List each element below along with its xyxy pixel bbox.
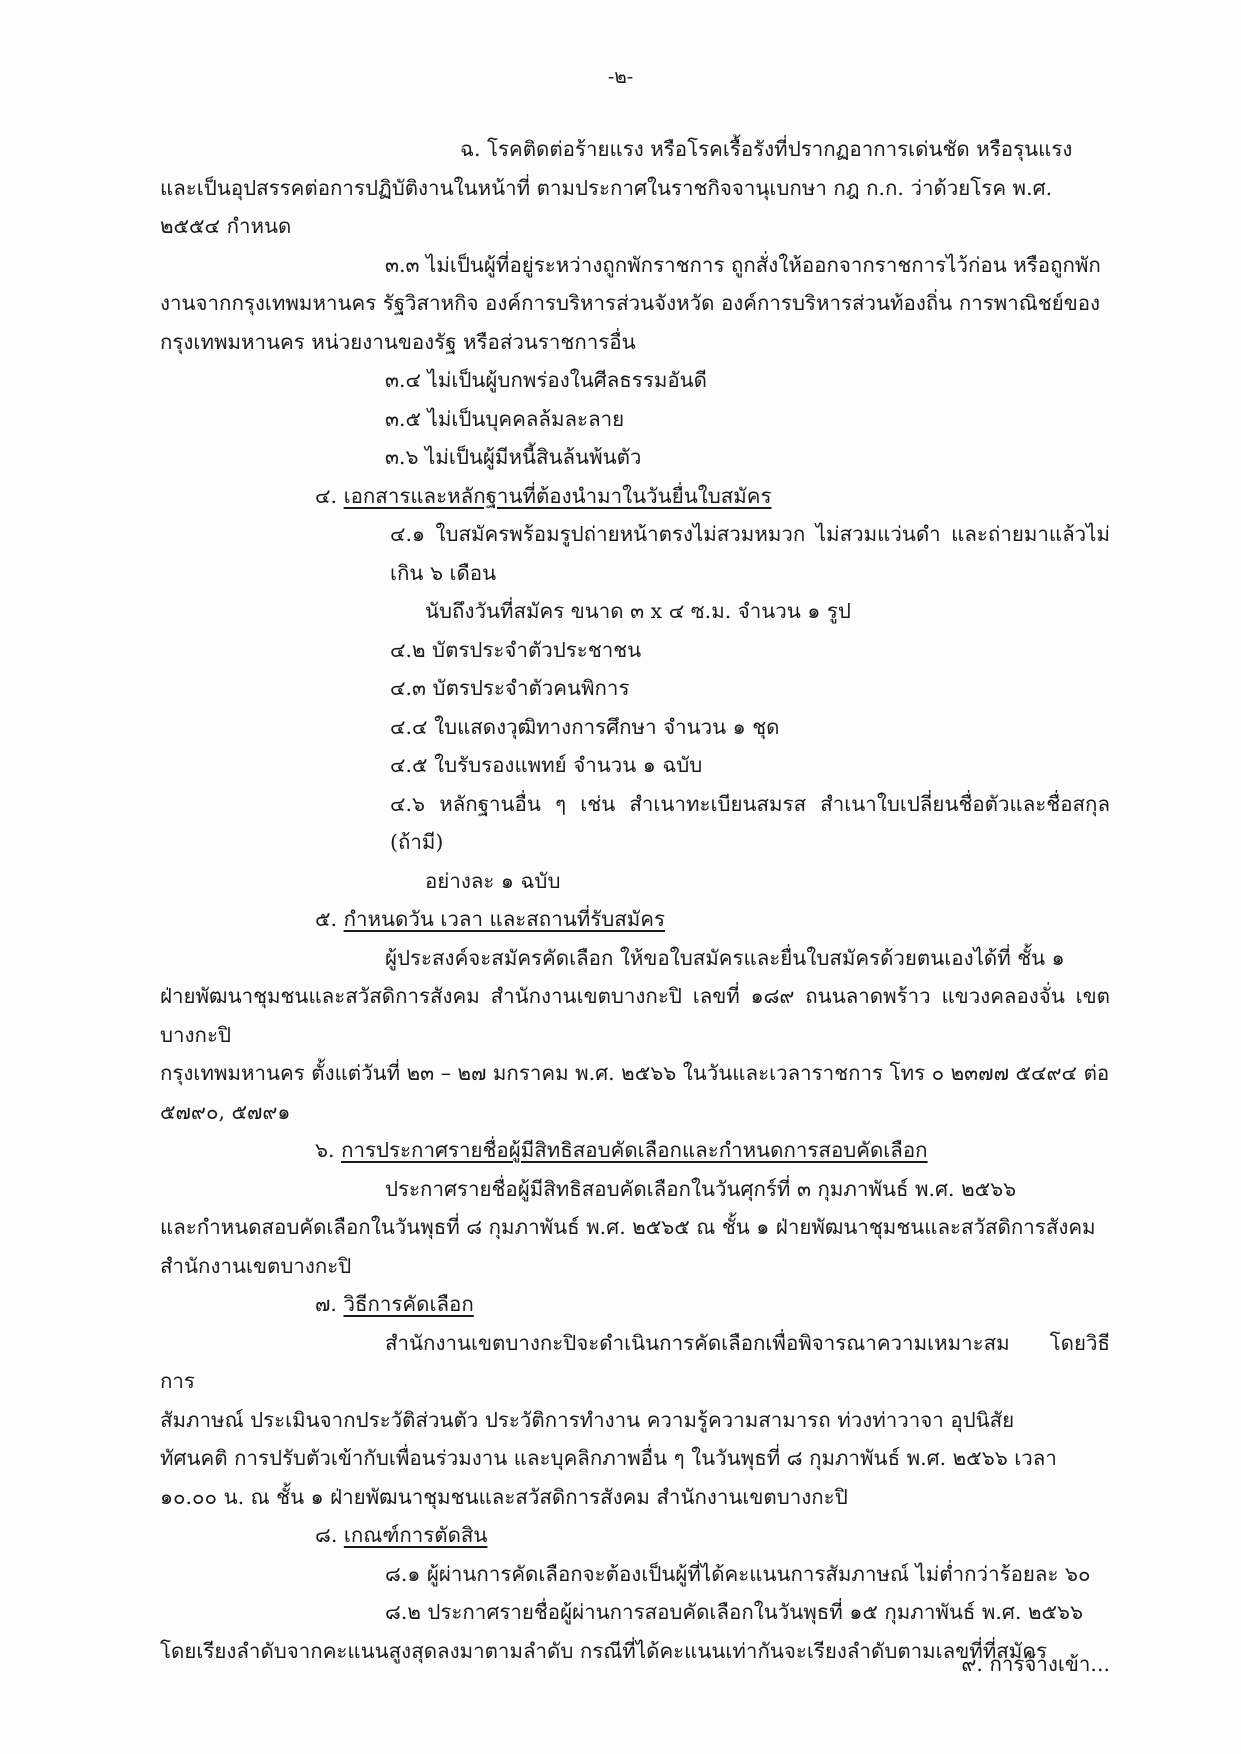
- section-4-number: ๔.: [315, 483, 338, 508]
- section-5-title: กำหนดวัน เวลา และสถานที่รับสมัคร: [343, 907, 666, 931]
- section-5-heading: [160, 900, 1110, 939]
- section-7-number: ๗.: [315, 1292, 337, 1316]
- item-4-6-line2: อย่างละ ๑ ฉบับ: [425, 868, 561, 893]
- section-5-line4: ๕๗๙๐, ๕๗๙๑: [160, 1099, 291, 1124]
- item-8-2-line2: โดยเรียงลำดับจากคะแนนสูงสุดลงมาตามลำดับ กรณีที่ได้คะแนนเท่ากันจะเรียงลำดับตามเลขที่ที่สมัคร: [160, 1638, 1048, 1663]
- item-3-6: ๓.๖ ไม่เป็นผู้มีหนี้สินล้นพ้นตัว: [385, 445, 642, 469]
- section-6-number: ๖.: [315, 1138, 335, 1162]
- section-7-line3: ทัศนคติ การปรับตัวเข้ากับเพื่อนร่วมงาน และบุคลิกภาพอื่น ๆ ในวันพุธที่ ๘ กุมภาพันธ์ พ.ศ. ๒๕๖๖ เวลา: [160, 1446, 1057, 1470]
- item-3-2-f-line3: ๒๕๕๔ กำหนด: [160, 214, 292, 238]
- section-8-number: ๘.: [315, 1523, 338, 1547]
- section-8-title: เกณฑ์การตัดสิน: [343, 1523, 488, 1547]
- item-4-5: ๔.๕ ใบรับรองแพทย์ จำนวน ๑ ฉบับ: [390, 753, 703, 777]
- section-7-line4: ๑๐.๐๐ น. ณ ชั้น ๑ ฝ่ายพัฒนาชุมชนและสวัสดิการสังคม สำนักงานเขตบางกะปิ: [160, 1484, 848, 1509]
- item-3-3-line3: กรุงเทพมหานคร หน่วยงานของรัฐ หรือส่วนราชการอื่น: [160, 329, 636, 354]
- item-8-1: ๘.๑ ผู้ผ่านการคัดเลือกจะต้องเป็นผู้ที่ได้คะแนนการสัมภาษณ์ ไม่ต่ำกว่าร้อยละ ๖๐: [385, 1561, 1091, 1586]
- item-3-5: ๓.๕ ไม่เป็นบุคคลล้มละลาย: [385, 406, 625, 431]
- section-7-line1: สำนักงานเขตบางกะปิจะดำเนินการคัดเลือกเพื่อพิจารณาความเหมาะสม โดยวิธีการ: [160, 1330, 1110, 1393]
- section-6-line1: ประกาศรายชื่อผู้มีสิทธิสอบคัดเลือกในวันศุกร์ที่ ๓ กุมภาพันธ์ พ.ศ. ๒๕๖๖: [385, 1176, 1017, 1201]
- section-6-title: การประกาศรายชื่อผู้มีสิทธิสอบคัดเลือกและกำหนดการสอบคัดเลือก: [341, 1138, 928, 1162]
- item-4-3: ๔.๓ บัตรประจำตัวคนพิการ: [390, 676, 630, 700]
- section-5-line2: ฝ่ายพัฒนาชุมชนและสวัสดิการสังคม สำนักงานเขตบางกะปิ เลขที่ ๑๘๙ ถนนลาดพร้าว แขวงคลองจั่น เขตบางกะปิ: [160, 984, 1110, 1047]
- item-3-3-line2: งานจากกรุงเทพมหานคร รัฐวิสาหกิจ องค์การบริหารส่วนจังหวัด องค์การบริหารส่วนท้องถิ่น การพาณิชย์ของ: [160, 291, 1101, 315]
- page-number: -๒-: [607, 66, 634, 88]
- section-5-number: ๕.: [315, 907, 338, 931]
- item-4-1-line2: นับถึงวันที่สมัคร ขนาด ๓ x ๔ ซ.ม. จำนวน ๑ รูป: [425, 599, 851, 623]
- section-6-line3: สำนักงานเขตบางกะปิ: [160, 1253, 352, 1278]
- document-body: [160, 130, 1110, 1670]
- item-3-2-f-line1: ฉ. โรคติดต่อร้ายแรง หรือโรคเรื้อรังที่ปรากฏอาการเด่นชัด หรือรุนแรง: [460, 137, 1073, 161]
- section-6-heading: [160, 1131, 1110, 1170]
- section-7-heading: [160, 1285, 1110, 1324]
- section-7-title: วิธีการคัดเลือก: [343, 1292, 474, 1316]
- section-7-line2: สัมภาษณ์ ประเมินจากประวัติส่วนตัว ประวัติการทำงาน ความรู้ความสามารถ ท่วงท่าวาจา อุปนิสัย: [160, 1407, 1015, 1432]
- section-8-heading: [160, 1516, 1110, 1555]
- section-4-heading: [160, 477, 1110, 516]
- item-3-3-line1: ๓.๓ ไม่เป็นผู้ที่อยู่ระหว่างถูกพักราชการ ถูกสั่งให้ออกจากราชการไว้ก่อน หรือถูกพัก: [385, 252, 1101, 277]
- continuation-note: ๙. การจ้างเข้า...: [961, 1652, 1110, 1676]
- section-4-title: เอกสารและหลักฐานที่ต้องนำมาในวันยื่นใบสมัคร: [343, 483, 772, 508]
- item-4-2: ๔.๒ บัตรประจำตัวประชาชน: [390, 637, 642, 662]
- item-3-4: ๓.๔ ไม่เป็นผู้บกพร่องในศีลธรรมอันดี: [385, 368, 707, 392]
- item-4-4: ๔.๔ ใบแสดงวุฒิทางการศึกษา จำนวน ๑ ชุด: [390, 714, 780, 739]
- item-8-2-line1: ๘.๒ ประกาศรายชื่อผู้ผ่านการสอบคัดเลือกในวันพุธที่ ๑๕ กุมภาพันธ์ พ.ศ. ๒๕๖๖: [385, 1600, 1084, 1624]
- item-4-1-line1: ๔.๑ ใบสมัครพร้อมรูปถ่ายหน้าตรงไม่สวมหมวก ไม่สวมแว่นดำ และถ่ายมาแล้วไม่เกิน ๖ เดือน: [390, 522, 1110, 585]
- item-4-6-line1: ๔.๖ หลักฐานอื่น ๆ เช่น สำเนาทะเบียนสมรส สำเนาใบเปลี่ยนชื่อตัวและชื่อสกุล (ถ้ามี): [390, 791, 1110, 854]
- section-5-line3: กรุงเทพมหานคร ตั้งแต่วันที่ ๒๓ – ๒๗ มกราคม พ.ศ. ๒๕๖๖ ในวันและเวลาราชการ โทร ๐ ๒๓๗๗ ๕๔๙๔ ต่อ: [160, 1061, 1110, 1085]
- section-5-line1: ผู้ประสงค์จะสมัครคัดเลือก ให้ขอใบสมัครและยื่นใบสมัครด้วยตนเองได้ที่ ชั้น ๑: [385, 945, 1065, 970]
- item-3-2-f-line2: และเป็นอุปสรรคต่อการปฏิบัติงานในหน้าที่ ตามประกาศในราชกิจจานุเบกษา กฎ ก.ก. ว่าด้วยโรค พ.ศ.: [160, 175, 1053, 200]
- section-6-line2: และกำหนดสอบคัดเลือกในวันพุธที่ ๘ กุมภาพันธ์ พ.ศ. ๒๕๖๕ ณ ชั้น ๑ ฝ่ายพัฒนาชุมชนและสวัสดิการสังคม: [160, 1215, 1096, 1239]
